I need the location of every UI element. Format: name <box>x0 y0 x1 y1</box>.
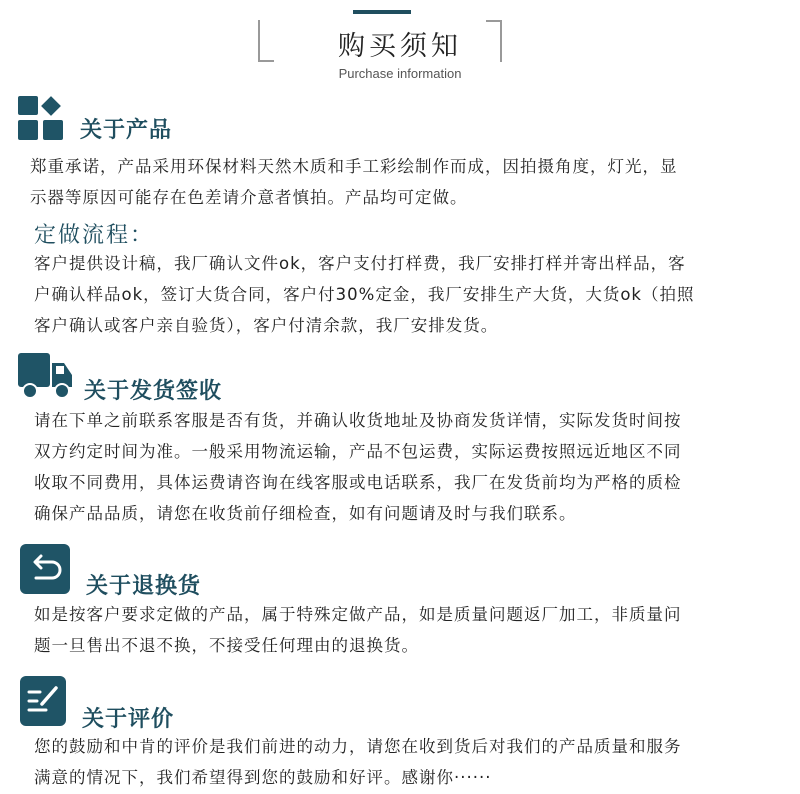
grid-icon <box>18 96 64 140</box>
section-body <box>34 599 682 661</box>
text-line: 如是按客户要求定做的产品，属于特殊定做产品，如是质量问题返厂加工，非质量问 <box>34 605 682 624</box>
section-heading: 关于评价 <box>82 707 175 732</box>
text-line: 确保产品品质，请您在收货前仔细检查，如有问题请及时与我们联系。 <box>34 504 577 523</box>
text-line: 双方约定时间为准。一般采用物流运输，产品不包运费，实际运费按照远近地区不同 <box>34 442 682 461</box>
text-line: 示器等原因可能存在色差请介意者慎拍。产品均可定做。 <box>30 188 468 207</box>
page-header <box>0 0 800 100</box>
section-body <box>30 151 678 213</box>
process-body <box>34 248 694 341</box>
title-accent-bar <box>353 10 411 14</box>
text-line: 您的鼓励和中肯的评价是我们前进的动力，请您在收到货后对我们的产品质量和服务 <box>34 737 682 756</box>
text-line: 客户提供设计稿，我厂确认文件ok，客户支付打样费，我厂安排打样并寄出样品，客 <box>34 254 686 273</box>
text-line: 郑重承诺，产品采用环保材料天然木质和手工彩绘制作而成，因拍摄角度，灯光，显 <box>30 157 678 176</box>
section-body <box>34 405 682 529</box>
text-line: 题一旦售出不退不换，不接受任何理由的退换货。 <box>34 636 419 655</box>
truck-icon <box>18 353 72 399</box>
process-heading: 定做流程： <box>34 223 155 248</box>
section-heading: 关于产品 <box>80 118 173 143</box>
edit-icon <box>20 676 66 726</box>
text-line: 请在下单之前联系客服是否有货，并确认收货地址及协商发货详情，实际发货时间按 <box>34 411 682 430</box>
page-subtitle: Purchase information <box>338 66 462 81</box>
section-body <box>34 731 682 793</box>
section-heading: 关于发货签收 <box>84 379 223 404</box>
text-line: 户确认样品ok，签订大货合同，客户付30%定金，我厂安排生产大货，大货ok（拍照 <box>34 285 695 304</box>
text-line: 收取不同费用，具体运费请咨询在线客服或电话联系，我厂在发货前均为严格的质检 <box>34 473 682 492</box>
return-arrow-icon <box>20 544 70 594</box>
text-line: 满意的情况下，我们希望得到您的鼓励和好评。感谢你······ <box>34 768 492 787</box>
page-title: 购买须知 <box>338 31 462 62</box>
text-line: 客户确认或客户亲自验货），客户付清余款，我厂安排发货。 <box>34 316 499 335</box>
section-heading: 关于退换货 <box>86 574 202 599</box>
